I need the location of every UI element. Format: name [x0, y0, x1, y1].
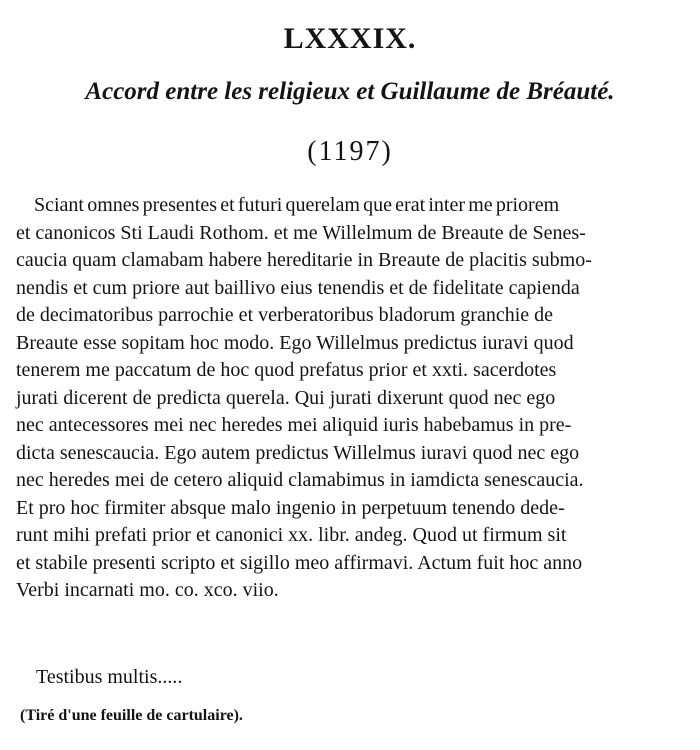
- body-line-7: tenerem me paccatum de hoc quod prefatus prior et xxti. sacerdotes: [16, 359, 557, 381]
- body-line-8: jurati dicerent de predicta querela. Qui jurati dixerunt quod nec ego: [16, 386, 556, 409]
- body-line-5: de decimatoribus parrochie et verberatoribus bladorum granchie de: [16, 304, 554, 326]
- body-line-12: Et pro hoc firmiter absque malo ingenio in perpetuum tenendo dede-: [16, 496, 565, 519]
- body-line-13: runt mihi prefati prior et canonici xx. libr. andeg. Quod ut firmum sit: [16, 524, 567, 546]
- body-line-6: Breaute esse sopitam hoc modo. Ego Willelmus predictus iuravi quod: [16, 331, 574, 354]
- body-line-15: Verbi incarnati mo. co. xco. viio.: [16, 579, 279, 601]
- source-note: (Tiré d'une feuille de cartulaire).: [20, 707, 243, 724]
- charter-body: [16, 192, 694, 605]
- body-line-11: nec heredes mei de cetero aliquid clamabimus in iamdicta senescaucia.: [16, 469, 584, 491]
- charter-number: LXXXIX.: [283, 22, 417, 55]
- body-line-10: dicta senescaucia. Ego autem predictus Willelmus iuravi quod nec ego: [16, 441, 580, 464]
- body-line-2: et canonicos Sti Laudi Rothom. et me Willelmum de Breaute de Senes-: [16, 221, 586, 244]
- body-line-3: caucia quam clamabam habere hereditarie in Breaute de placitis submo-: [16, 249, 592, 271]
- body-line-9: nec antecessores mei nec heredes mei aliquid iuris habebamus in pre-: [16, 414, 572, 436]
- body-line-14: et stabile presenti scripto et sigillo meo affirmavi. Actum fuit hoc anno: [16, 551, 583, 574]
- witnesses-line: Testibus multis.....: [36, 666, 183, 688]
- charter-title: Accord entre les religieux et Guillaume de Bréauté.: [85, 78, 615, 105]
- body-line-1: Sciant omnes presentes et futuri querelam que erat inter me priorem: [34, 194, 560, 216]
- body-line-4: nendis et cum priore aut baillivo eius tenendis et de fidelitate capienda: [16, 276, 580, 299]
- charter-date: (1197): [307, 136, 393, 167]
